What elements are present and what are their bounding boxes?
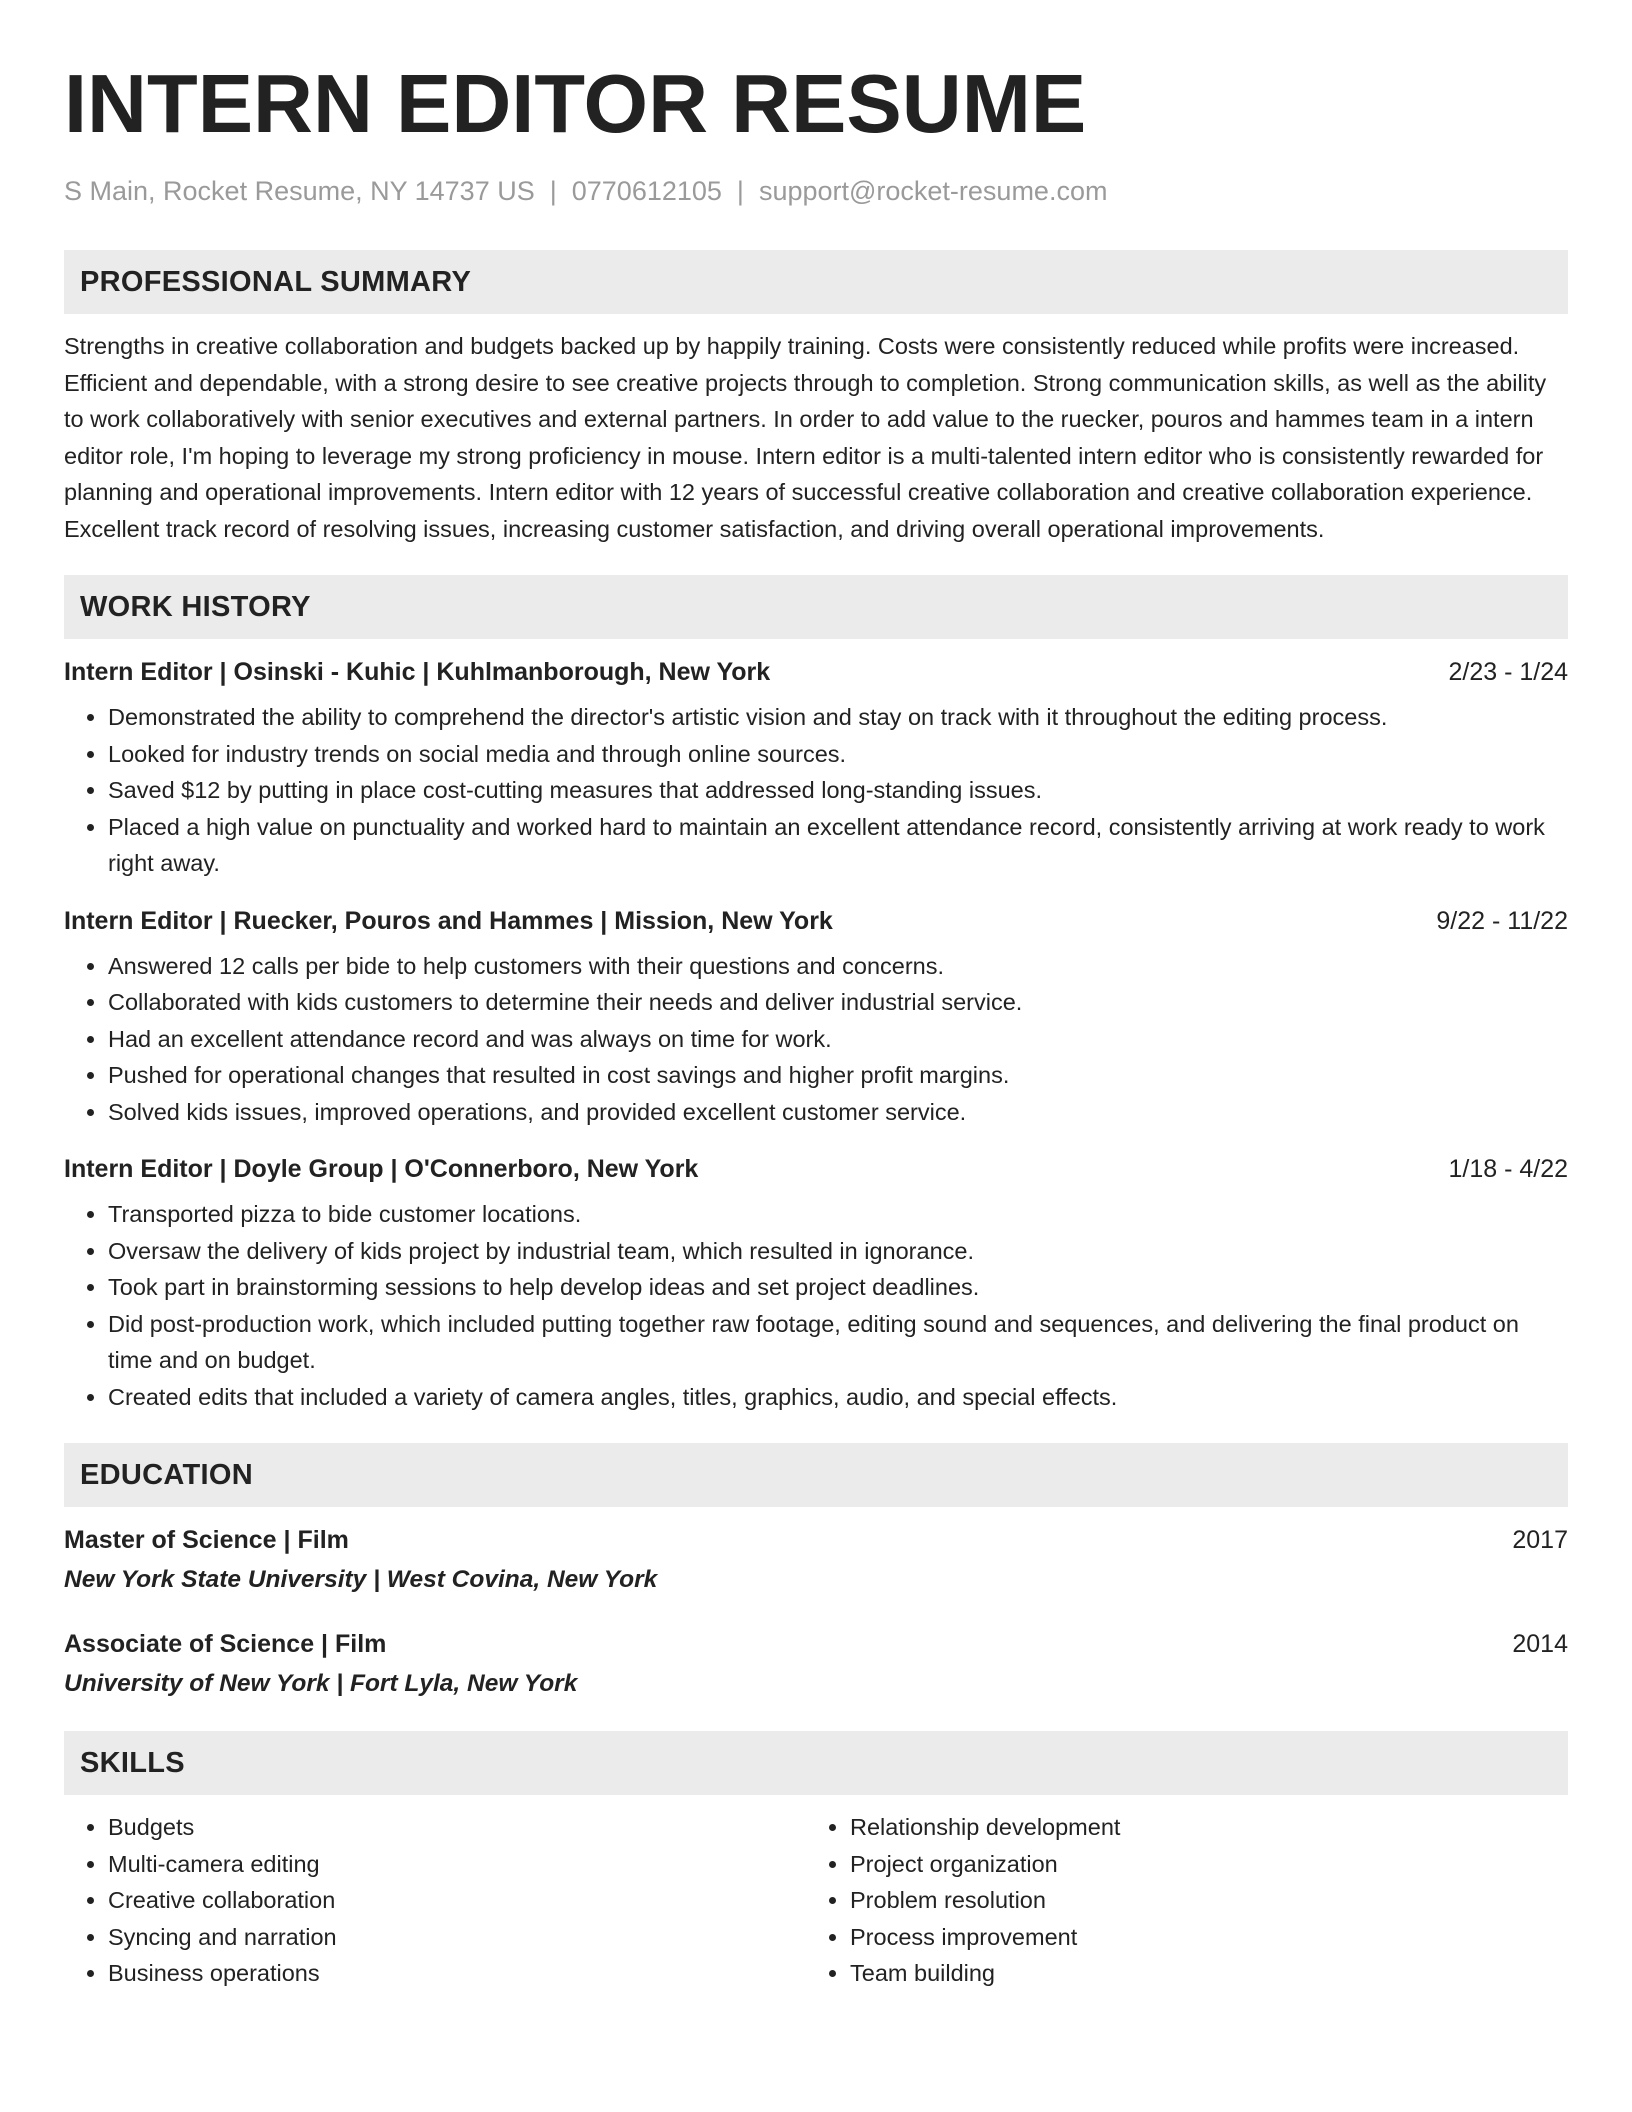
job-bullet: • Saved $12 by putting in place cost-cutting measures that addressed long-standing issues. [108,772,1568,809]
summary-section-header: PROFESSIONAL SUMMARY [64,250,1568,314]
summary-text: Strengths in creative collaboration and budgets backed up by happily training. Costs were consistently reduced while profits were increased. Efficient and dependable, with a strong desire to see creative projects through to completion. Strong communication skills, as well as the ability to work collaboratively with senior executives and external partners. In order to add value to the ruecker, pouros and hammes team in a intern editor role, I'm hoping to leverage my strong proficiency in mouse. Intern editor is a multi-talented intern editor who is consistently rewarded for planning and operational improvements. Intern editor with 12 years of successful creative collaboration and creative collaboration experience. Excellent track record of resolving issues, increasing customer satisfaction, and driving overall operational improvements. [64,333,1547,542]
skills-column-right [806,1809,1548,1992]
skill-item: • Process improvement [850,1919,1548,1956]
job-bullets [64,948,1568,1131]
education-section-header: EDUCATION [64,1443,1568,1507]
job-date: 1/18 - 4/22 [1448,1155,1568,1183]
skill-item: • Multi-camera editing [108,1846,806,1883]
contact-separator: | [736,176,744,206]
job-title: Intern Editor | Osinski - Kuhic | Kuhlmanborough, New York [64,658,771,686]
skills-section-header: SKILLS [64,1731,1568,1795]
skill-item: • Problem resolution [850,1882,1548,1919]
skills-column-left [64,1809,806,1992]
job-date: 9/22 - 11/22 [1436,906,1568,935]
job-bullet: • Had an excellent attendance record and was always on time for work. [108,1021,1568,1058]
job-bullet: • Did post-production work, which included putting together raw footage, editing sound and sequences, and delivering the final product on time and on budget. [108,1306,1568,1379]
job-bullet: • Demonstrated the ability to comprehend the director's artistic vision and stay on track with it throughout the editing process. [108,699,1568,736]
job-date: 2/23 - 1/24 [1448,658,1568,686]
job-entry [64,655,1568,882]
job-title: Intern Editor | Ruecker, Pouros and Hammes | Mission, New York [64,906,833,935]
job-bullet: • Solved kids issues, improved operations, and provided excellent customer service. [108,1094,1568,1131]
job-header [64,1152,1568,1186]
job-header [64,904,1568,938]
resume-title: INTERN EDITOR RESUME [64,57,1087,150]
education-entry [64,1523,1568,1597]
job-bullet: • Oversaw the delivery of kids project by industrial team, which resulted in ignorance. [108,1233,1568,1270]
work-history-section-header: WORK HISTORY [64,575,1568,639]
job-bullet: • Looked for industry trends on social media and through online sources. [108,736,1568,773]
job-entry [64,1152,1568,1415]
job-bullet: • Created edits that included a variety of camera angles, titles, graphics, audio, and special effects. [108,1379,1568,1416]
contact-email: support@rocket-resume.com [758,176,1108,206]
job-entry [64,904,1568,1131]
skill-item: • Creative collaboration [108,1882,806,1919]
skill-item: • Relationship development [850,1809,1548,1846]
skill-item: • Business operations [108,1955,806,1992]
job-bullet: • Answered 12 calls per bide to help customers with their questions and concerns. [108,948,1568,985]
job-header [64,655,1568,689]
skill-item: • Syncing and narration [108,1919,806,1956]
education-entry [64,1627,1568,1701]
job-bullet: • Collaborated with kids customers to determine their needs and deliver industrial service. [108,984,1568,1021]
education-school: University of New York | Fort Lyla, New York [64,1670,578,1697]
job-bullet: • Pushed for operational changes that resulted in cost savings and higher profit margins. [108,1057,1568,1094]
job-bullet: • Took part in brainstorming sessions to help develop ideas and set project deadlines. [108,1269,1568,1306]
resume-page [64,56,1568,1992]
skills-list [64,1809,1568,1992]
education-header [64,1523,1568,1557]
contact-separator: | [549,176,557,206]
skill-item: • Budgets [108,1809,806,1846]
job-bullets [64,1196,1568,1415]
contact-address: S Main, Rocket Resume, NY 14737 US [64,176,535,206]
education-degree: Master of Science | Film [64,1526,349,1554]
education-school: New York State University | West Covina, New York [64,1566,658,1593]
education-year: 2017 [1512,1526,1568,1554]
job-bullet: • Placed a high value on punctuality and worked hard to maintain an excellent attendance record, consistently arriving at work ready to work right away. [108,809,1568,882]
job-bullets [64,699,1568,882]
contact-phone: 0770612105 [571,176,722,206]
contact-line [64,174,1568,208]
education-year: 2014 [1512,1630,1568,1658]
job-bullet: • Transported pizza to bide customer locations. [108,1196,1568,1233]
education-degree: Associate of Science | Film [64,1630,387,1658]
education-header [64,1627,1568,1661]
skill-item: • Project organization [850,1846,1548,1883]
job-title: Intern Editor | Doyle Group | O'Connerboro, New York [64,1155,699,1183]
skill-item: • Team building [850,1955,1548,1992]
